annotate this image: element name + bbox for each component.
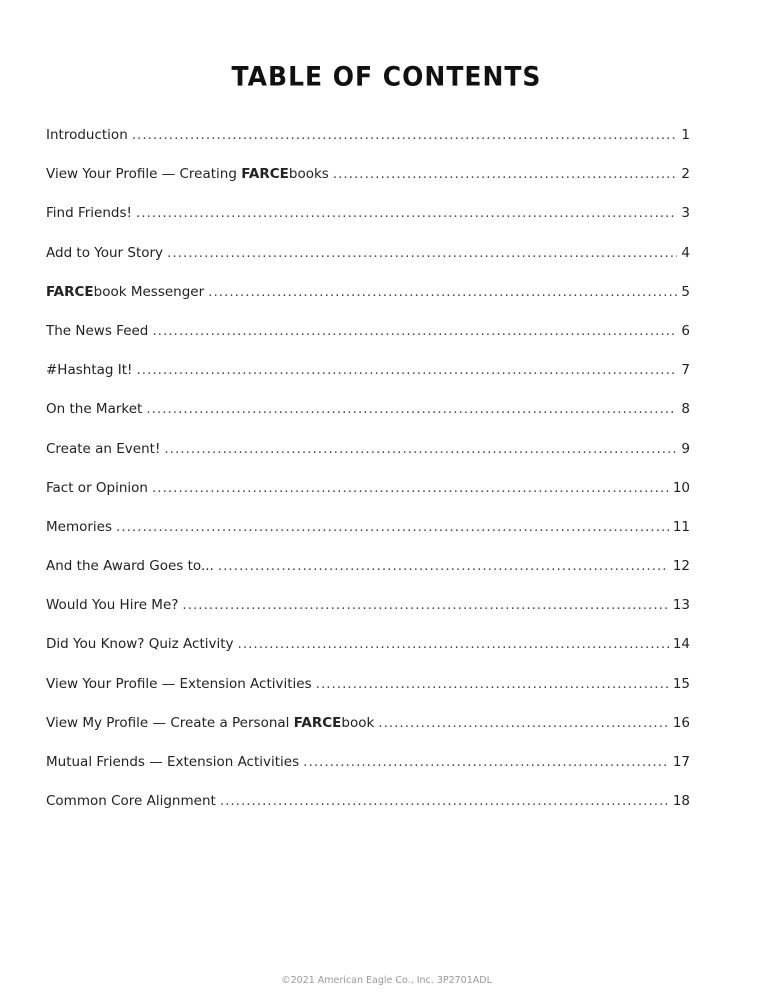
toc-entry <box>46 323 690 362</box>
dot-leader <box>303 754 669 770</box>
toc-entry <box>46 166 690 205</box>
toc-entry-title <box>46 323 148 339</box>
toc-page-number: 12 <box>672 558 690 575</box>
toc-entry-title <box>46 284 204 300</box>
toc-page-number: 13 <box>672 597 690 614</box>
toc-page-number: 7 <box>681 362 690 379</box>
table-of-contents <box>46 127 690 832</box>
toc-page-number: 10 <box>672 479 690 496</box>
toc-entry-title <box>46 636 234 652</box>
toc-entry-title <box>46 166 329 182</box>
dot-leader <box>220 793 669 809</box>
toc-entry <box>46 401 690 440</box>
toc-page-number: 3 <box>681 205 690 222</box>
dot-leader <box>116 519 669 535</box>
toc-entry <box>46 441 690 480</box>
title-text: Find Friends! <box>46 205 132 222</box>
toc-page-number: 1 <box>681 127 690 143</box>
toc-page-number: 18 <box>672 793 690 810</box>
toc-page-number: 17 <box>672 754 690 770</box>
title-text: Add to Your Story <box>46 244 164 261</box>
title-text: Common Core Alignment <box>46 793 216 810</box>
title-text: Memories <box>46 518 113 535</box>
toc-entry <box>46 597 690 636</box>
toc-entry-title <box>46 519 112 535</box>
title-text: #Hashtag It! <box>46 362 133 379</box>
toc-entry-title <box>46 480 148 496</box>
dot-leader <box>218 558 669 574</box>
toc-entry-title <box>46 127 128 143</box>
copyright-footer: ©2021 American Eagle Co., Inc. 3P2701ADL <box>281 975 492 986</box>
toc-page-number: 2 <box>681 166 690 183</box>
title-bold-text: FARCE <box>46 283 94 300</box>
toc-page-number: 11 <box>672 518 690 535</box>
toc-entry-title <box>46 558 214 574</box>
toc-entry <box>46 205 690 244</box>
toc-entry <box>46 245 690 284</box>
toc-entry-title <box>46 205 132 221</box>
toc-entry <box>46 362 690 401</box>
toc-entry-title <box>46 754 299 770</box>
toc-entry <box>46 676 690 715</box>
toc-entry <box>46 284 690 323</box>
dot-leader <box>132 127 678 143</box>
dot-leader <box>152 323 677 339</box>
toc-entry <box>46 558 690 597</box>
toc-page-number: 4 <box>681 244 690 261</box>
title-text: The News Feed <box>46 322 149 339</box>
toc-page-number: 9 <box>681 440 690 457</box>
toc-entry <box>46 519 690 558</box>
dot-leader <box>316 676 669 692</box>
toc-page-number: 14 <box>672 636 690 653</box>
dot-leader <box>164 441 677 457</box>
toc-entry <box>46 636 690 675</box>
title-text: View Your Profile — Extension Activities <box>46 675 312 692</box>
toc-entry <box>46 480 690 519</box>
toc-entry <box>46 793 690 832</box>
dot-leader <box>136 205 677 221</box>
title-bold-text: FARCE <box>241 166 289 183</box>
title-text: Would You Hire Me? <box>46 597 179 614</box>
dot-leader <box>208 284 677 300</box>
toc-entry-title <box>46 676 312 692</box>
title-text: And the Award Goes to... <box>46 558 214 575</box>
toc-entry-title <box>46 441 160 457</box>
title-bold-text: FARCE <box>293 714 342 731</box>
toc-entry <box>46 715 690 754</box>
dot-leader <box>378 715 669 731</box>
toc-page-number: 5 <box>681 283 690 300</box>
title-text-suffix: books <box>288 166 329 183</box>
title-text: Did You Know? Quiz Activity <box>46 636 234 653</box>
title-text: View My Profile — Create a Personal <box>46 714 294 731</box>
title-text-suffix: book Messenger <box>93 283 205 300</box>
toc-page-number: 8 <box>681 401 690 418</box>
toc-entry <box>46 127 690 166</box>
toc-entry <box>46 754 690 793</box>
title-text: Introduction <box>46 127 128 143</box>
title-text: Create an Event! <box>46 440 161 457</box>
toc-entry-title <box>46 401 142 417</box>
dot-leader <box>146 401 677 417</box>
title-text: Mutual Friends — Extension Activities <box>46 754 300 770</box>
dot-leader <box>333 166 678 182</box>
title-text: View Your Profile — Creating <box>46 166 242 183</box>
toc-entry-title <box>46 362 132 378</box>
toc-page-number: 6 <box>681 322 690 339</box>
title-text-suffix: book <box>341 714 375 731</box>
toc-entry-title <box>46 245 163 261</box>
toc-entry-title <box>46 597 178 613</box>
dot-leader <box>238 636 669 652</box>
toc-page-number: 16 <box>672 714 690 731</box>
title-text: Fact or Opinion <box>46 479 148 496</box>
dot-leader <box>167 245 677 261</box>
dot-leader <box>182 597 668 613</box>
dot-leader <box>152 480 669 496</box>
page-title: TABLE OF CONTENTS <box>231 61 542 92</box>
title-text: On the Market <box>46 401 143 418</box>
toc-entry-title <box>46 793 216 809</box>
dot-leader <box>136 362 677 378</box>
toc-entry-title <box>46 715 374 731</box>
toc-page-number: 15 <box>672 675 690 692</box>
